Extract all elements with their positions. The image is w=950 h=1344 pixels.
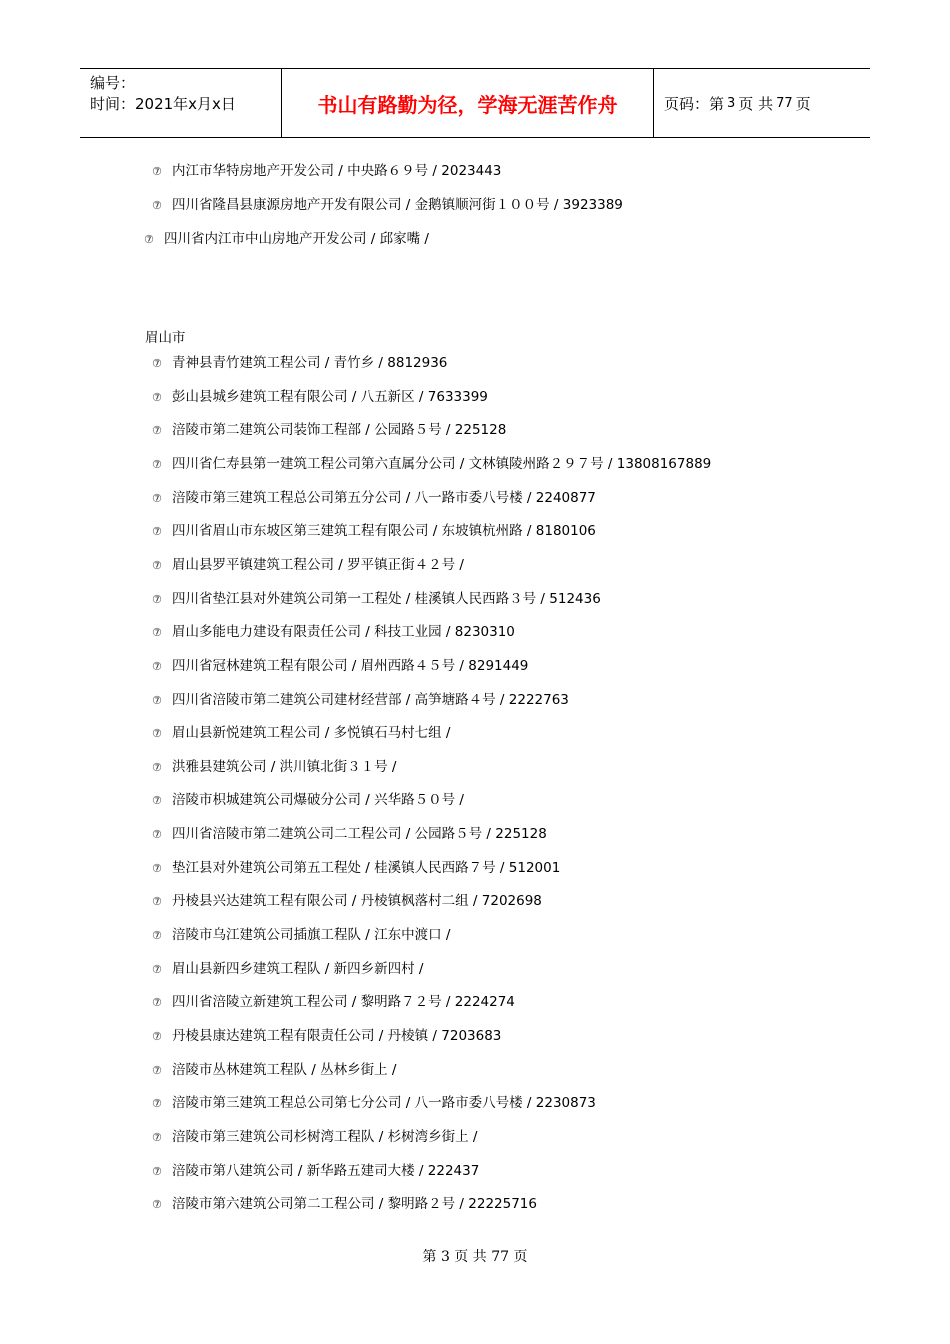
list-item xyxy=(152,691,569,710)
list-item-text: 涪陵市第二建筑公司装饰工程部 / 公园路５号 / 225128 xyxy=(172,422,507,438)
list-bullet-icon: ⑦ xyxy=(152,996,162,1009)
page-footer: 第 3 页 共 77 页 xyxy=(422,1249,528,1265)
list-item-text: 四川省涪陵立新建筑工程公司 / 黎明路７２号 / 2224274 xyxy=(172,994,515,1010)
list-item-text: 眉山多能电力建设有限责任公司 / 科技工业园 / 8230310 xyxy=(172,624,515,640)
list-item xyxy=(152,421,506,440)
list-item xyxy=(152,758,396,777)
list-bullet-icon: ⑦ xyxy=(152,963,162,976)
list-item xyxy=(152,859,560,878)
list-item-text: 青神县青竹建筑工程公司 / 青竹乡 / 8812936 xyxy=(172,355,448,371)
list-item-text: 内江市华特房地产开发公司 / 中央路６９号 / 2023443 xyxy=(172,163,502,179)
list-item xyxy=(152,1128,477,1147)
list-item xyxy=(152,1027,501,1046)
list-item-text: 垫江县对外建筑公司第五工程处 / 桂溪镇人民西路７号 / 512001 xyxy=(172,860,561,876)
list-bullet-icon: ⑦ xyxy=(152,593,162,606)
list-bullet-icon: ⑦ xyxy=(152,660,162,673)
list-item-text: 涪陵市丛林建筑工程队 / 丛林乡街上 / xyxy=(172,1062,397,1078)
list-item-text: 彭山县城乡建筑工程有限公司 / 八五新区 / 7633399 xyxy=(172,389,488,405)
list-item xyxy=(152,1061,396,1080)
list-item xyxy=(152,489,596,508)
list-bullet-icon: ⑦ xyxy=(152,1198,162,1211)
list-item xyxy=(152,162,501,181)
list-item-text: 涪陵市第六建筑公司第二工程公司 / 黎明路２号 / 22225716 xyxy=(172,1196,537,1212)
list-item-text: 四川省涪陵市第二建筑公司二工程公司 / 公园路５号 / 225128 xyxy=(172,826,547,842)
list-item-text: 四川省眉山市东坡区第三建筑工程有限公司 / 东坡镇杭州路 / 8180106 xyxy=(172,523,596,539)
list-item xyxy=(152,724,450,743)
list-bullet-icon: ⑦ xyxy=(152,828,162,841)
list-item xyxy=(152,993,515,1012)
list-item xyxy=(152,1094,596,1113)
list-bullet-icon: ⑦ xyxy=(152,424,162,437)
list-bullet-icon: ⑦ xyxy=(152,929,162,942)
list-item-text: 涪陵市第三建筑公司杉树湾工程队 / 杉树湾乡街上 / xyxy=(172,1129,478,1145)
list-item xyxy=(152,926,450,945)
list-item-text: 涪陵市乌江建筑公司插旗工程队 / 江东中渡口 / xyxy=(172,927,451,943)
list-bullet-icon: ⑦ xyxy=(152,727,162,740)
list-item xyxy=(144,230,429,249)
list-bullet-icon: ⑦ xyxy=(152,458,162,471)
list-item xyxy=(152,892,542,911)
page-total: 77 xyxy=(776,95,793,111)
list-item xyxy=(152,1162,479,1181)
list-bullet-icon: ⑦ xyxy=(152,862,162,875)
list-bullet-icon: ⑦ xyxy=(152,1030,162,1043)
list-bullet-icon: ⑦ xyxy=(152,391,162,404)
page-prefix: 页码：第 xyxy=(664,94,725,113)
list-bullet-icon: ⑦ xyxy=(152,1131,162,1144)
list-item xyxy=(152,354,447,373)
list-bullet-icon: ⑦ xyxy=(152,165,162,178)
list-bullet-icon: ⑦ xyxy=(152,492,162,505)
list-bullet-icon: ⑦ xyxy=(152,1097,162,1110)
list-bullet-icon: ⑦ xyxy=(152,1064,162,1077)
list-item xyxy=(152,556,464,575)
list-item xyxy=(152,522,596,541)
list-item xyxy=(152,791,464,810)
list-bullet-icon: ⑦ xyxy=(152,525,162,538)
list-item xyxy=(152,960,423,979)
page-mid: 页 共 xyxy=(738,94,774,113)
list-item xyxy=(152,623,515,642)
list-item-text: 洪雅县建筑公司 / 洪川镇北街３１号 / xyxy=(172,759,397,775)
list-bullet-icon: ⑦ xyxy=(152,694,162,707)
section-title: 眉山市 xyxy=(145,330,186,346)
list-item-text: 涪陵市第三建筑工程总公司第七分公司 / 八一路市委八号楼 / 2230873 xyxy=(172,1095,596,1111)
list-item-text: 眉山县罗平镇建筑工程公司 / 罗平镇正街４２号 / xyxy=(172,557,464,573)
list-item-text: 四川省仁寿县第一建筑工程公司第六直属分公司 / 文林镇陵州路２９７号 / 13808167889 xyxy=(172,456,712,472)
list-item xyxy=(152,196,623,215)
list-item-text: 四川省隆昌县康源房地产开发有限公司 / 金鹅镇顺河街１００号 / 3923389 xyxy=(172,197,623,213)
list-item-text: 眉山县新四乡建筑工程队 / 新四乡新四村 / xyxy=(172,961,424,977)
page-current: 3 xyxy=(727,95,736,111)
list-item xyxy=(152,455,711,474)
header-motto: 书山有路勤为径，学海无涯苦作舟 xyxy=(281,69,654,137)
list-item-text: 四川省内江市中山房地产开发公司 / 邱家嘴 / xyxy=(164,231,429,247)
list-item xyxy=(152,590,601,609)
list-bullet-icon: ⑦ xyxy=(152,357,162,370)
list-item-text: 四川省冠林建筑工程有限公司 / 眉州西路４５号 / 8291449 xyxy=(172,658,529,674)
list-item-text: 丹棱县康达建筑工程有限责任公司 / 丹棱镇 / 7203683 xyxy=(172,1028,502,1044)
list-item-text: 涪陵市枳城建筑公司爆破分公司 / 兴华路５０号 / xyxy=(172,792,464,808)
list-item-text: 四川省涪陵市第二建筑公司建材经营部 / 高笋塘路４号 / 2222763 xyxy=(172,692,569,708)
list-bullet-icon: ⑦ xyxy=(152,1165,162,1178)
list-item xyxy=(152,657,528,676)
time-label: 时间：2021年x月x日 xyxy=(90,95,236,113)
list-bullet-icon: ⑦ xyxy=(152,895,162,908)
list-item xyxy=(152,388,488,407)
list-item-text: 涪陵市第三建筑工程总公司第五分公司 / 八一路市委八号楼 / 2240877 xyxy=(172,490,596,506)
list-item-text: 丹棱县兴达建筑工程有限公司 / 丹棱镇枫落村二组 / 7202698 xyxy=(172,893,542,909)
list-item-text: 涪陵市第八建筑公司 / 新华路五建司大楼 / 222437 xyxy=(172,1163,480,1179)
list-item xyxy=(152,1195,537,1214)
list-bullet-icon: ⑦ xyxy=(152,761,162,774)
list-bullet-icon: ⑦ xyxy=(152,794,162,807)
list-item-text: 眉山县新悦建筑工程公司 / 多悦镇石马村七组 / xyxy=(172,725,451,741)
page-suffix: 页 xyxy=(795,94,811,113)
list-bullet-icon: ⑦ xyxy=(152,626,162,639)
list-bullet-icon: ⑦ xyxy=(144,233,154,246)
list-bullet-icon: ⑦ xyxy=(152,559,162,572)
list-item-text: 四川省垫江县对外建筑公司第一工程处 / 桂溪镇人民西路３号 / 512436 xyxy=(172,591,601,607)
list-bullet-icon: ⑦ xyxy=(152,199,162,212)
serial-label: 编号： xyxy=(90,74,136,92)
list-item xyxy=(152,825,547,844)
